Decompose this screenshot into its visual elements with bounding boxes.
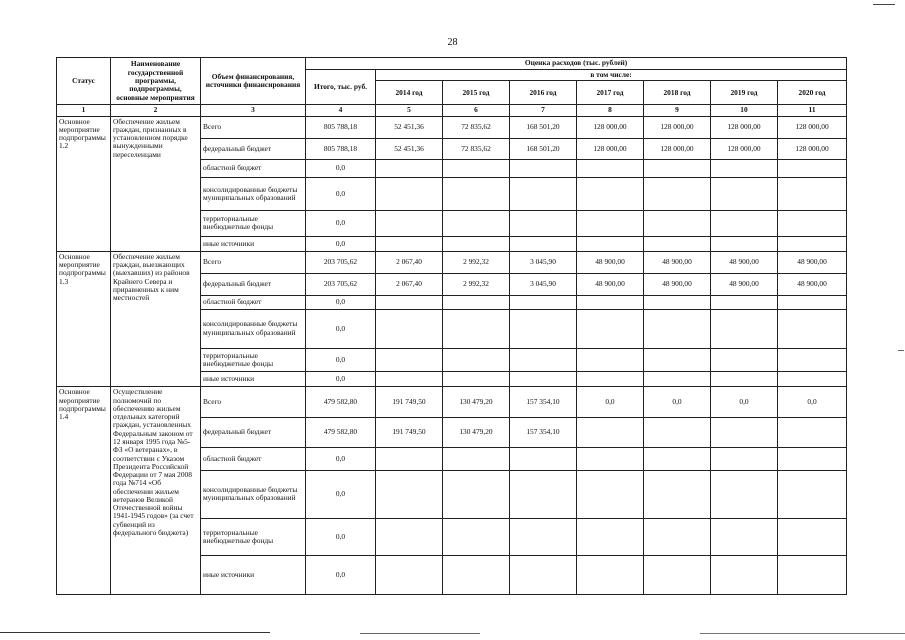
year-value-cell (577, 295, 644, 309)
year-value-cell (711, 448, 778, 470)
year-value-cell (376, 372, 443, 387)
table-row (57, 251, 847, 273)
year-value-cell: 157 354,10 (510, 417, 577, 448)
year-value-cell (711, 160, 778, 177)
year-value-cell (510, 448, 577, 470)
column-number: 3 (201, 105, 306, 116)
scan-edge-line (700, 633, 905, 634)
year-value-cell (510, 177, 577, 211)
year-value-cell: 128 000,00 (778, 138, 847, 159)
year-value-cell (644, 372, 711, 387)
year-value-cell: 48 900,00 (711, 274, 778, 295)
scan-edge-line (360, 633, 480, 634)
year-value-cell (778, 417, 847, 448)
year-value-cell (376, 236, 443, 251)
year-value-cell (644, 470, 711, 518)
year-value-cell (778, 295, 847, 309)
header-status: Статус (57, 58, 111, 105)
column-number: 11 (778, 105, 847, 116)
year-value-cell (510, 348, 577, 371)
funding-source: федеральный бюджет (201, 417, 306, 448)
year-value-cell (778, 518, 847, 556)
year-value-cell: 128 000,00 (778, 116, 847, 138)
year-value-cell (644, 448, 711, 470)
year-value-cell: 128 000,00 (711, 116, 778, 138)
year-value-cell (711, 295, 778, 309)
year-value-cell: 168 501,20 (510, 116, 577, 138)
year-value-cell (711, 348, 778, 371)
year-value-cell (577, 372, 644, 387)
funding-source: консолидированные бюджеты муниципальных образований (201, 309, 306, 348)
year-value-cell: 2 992,32 (443, 251, 510, 273)
year-value-cell: 2 067,40 (376, 251, 443, 273)
year-value-cell (443, 348, 510, 371)
funding-source: иные источники (201, 236, 306, 251)
year-value-cell: 128 000,00 (644, 116, 711, 138)
year-value-cell (778, 372, 847, 387)
funding-source: федеральный бюджет (201, 274, 306, 295)
header-year: 2016 год (510, 81, 577, 105)
page-number: 28 (447, 37, 458, 48)
year-value-cell (376, 177, 443, 211)
funding-source: территориальные внебюджетные фонды (201, 211, 306, 236)
year-value-cell (443, 160, 510, 177)
funding-source: областной бюджет (201, 448, 306, 470)
year-value-cell (376, 295, 443, 309)
year-value-cell (577, 417, 644, 448)
block-name: Обеспечение жильем граждан, признанных в установленном порядке вынужденными переселенцами (111, 116, 201, 251)
year-value-cell (443, 470, 510, 518)
block-status: Основное мероприятие подпрограммы 1.4 (57, 387, 111, 595)
year-value-cell (376, 518, 443, 556)
total-cell: 0,0 (306, 309, 376, 348)
year-value-cell (711, 372, 778, 387)
year-value-cell: 128 000,00 (577, 138, 644, 159)
year-value-cell (577, 348, 644, 371)
year-value-cell: 3 045,90 (510, 251, 577, 273)
year-value-cell (510, 211, 577, 236)
year-value-cell: 128 000,00 (577, 116, 644, 138)
year-value-cell: 2 067,40 (376, 274, 443, 295)
total-cell: 0,0 (306, 160, 376, 177)
year-value-cell (644, 348, 711, 371)
year-value-cell (577, 470, 644, 518)
year-value-cell (644, 309, 711, 348)
header-year: 2019 год (711, 81, 778, 105)
year-value-cell (577, 448, 644, 470)
total-cell: 0,0 (306, 448, 376, 470)
year-value-cell (443, 518, 510, 556)
funding-source: территориальные внебюджетные фонды (201, 348, 306, 371)
year-value-cell (577, 309, 644, 348)
header-year: 2020 год (778, 81, 847, 105)
year-value-cell (510, 372, 577, 387)
year-value-cell (510, 295, 577, 309)
total-cell: 479 582,80 (306, 417, 376, 448)
year-value-cell: 128 000,00 (711, 138, 778, 159)
year-value-cell (510, 518, 577, 556)
year-value-cell: 191 749,50 (376, 387, 443, 418)
funding-source: Всего (201, 387, 306, 418)
year-value-cell (711, 211, 778, 236)
budget-table (56, 57, 847, 595)
total-cell: 0,0 (306, 556, 376, 595)
year-value-cell (644, 556, 711, 595)
funding-source: федеральный бюджет (201, 138, 306, 159)
header-including: в том числе: (376, 70, 847, 81)
year-value-cell: 48 900,00 (577, 251, 644, 273)
total-cell: 0,0 (306, 177, 376, 211)
year-value-cell: 0,0 (778, 387, 847, 418)
year-value-cell: 128 000,00 (644, 138, 711, 159)
year-value-cell (644, 417, 711, 448)
funding-source: Всего (201, 116, 306, 138)
funding-source: консолидированные бюджеты муниципальных образований (201, 177, 306, 211)
year-value-cell (443, 556, 510, 595)
total-cell: 479 582,80 (306, 387, 376, 418)
header-year: 2014 год (376, 81, 443, 105)
year-value-cell (443, 177, 510, 211)
year-value-cell (711, 236, 778, 251)
year-value-cell (644, 160, 711, 177)
year-value-cell: 130 479,20 (443, 417, 510, 448)
year-value-cell (443, 211, 510, 236)
year-value-cell (376, 470, 443, 518)
block-name: Обеспечение жильем граждан, выезжающих (выехавших) из районов Крайнего Севера и приравненных к ним местностей (111, 251, 201, 386)
scan-mark (873, 4, 895, 5)
block-status: Основное мероприятие подпрограммы 1.2 (57, 116, 111, 251)
column-number: 8 (577, 105, 644, 116)
funding-source: областной бюджет (201, 160, 306, 177)
year-value-cell (376, 309, 443, 348)
year-value-cell (711, 309, 778, 348)
table-row (57, 387, 847, 418)
year-value-cell (644, 518, 711, 556)
year-value-cell: 2 992,32 (443, 274, 510, 295)
year-value-cell (376, 448, 443, 470)
year-value-cell: 3 045,90 (510, 274, 577, 295)
block-status: Основное мероприятие подпрограммы 1.3 (57, 251, 111, 386)
year-value-cell (577, 556, 644, 595)
year-value-cell: 52 451,36 (376, 116, 443, 138)
year-value-cell: 48 900,00 (711, 251, 778, 273)
year-value-cell (644, 177, 711, 211)
year-value-cell: 72 835,62 (443, 138, 510, 159)
year-value-cell (510, 236, 577, 251)
year-value-cell (644, 211, 711, 236)
header-total: Итого, тыс. руб. (306, 70, 376, 105)
year-value-cell (510, 470, 577, 518)
total-cell: 0,0 (306, 518, 376, 556)
funding-source: областной бюджет (201, 295, 306, 309)
year-value-cell (778, 309, 847, 348)
year-value-cell (577, 236, 644, 251)
year-value-cell (577, 211, 644, 236)
year-value-cell (443, 295, 510, 309)
year-value-cell (376, 211, 443, 236)
year-value-cell (376, 556, 443, 595)
year-value-cell (644, 236, 711, 251)
scan-edge-line (0, 632, 270, 633)
year-value-cell: 157 354,10 (510, 387, 577, 418)
table-body (57, 116, 847, 594)
year-value-cell (577, 160, 644, 177)
table-row (57, 116, 847, 138)
year-value-cell: 48 900,00 (778, 251, 847, 273)
year-value-cell (443, 372, 510, 387)
year-value-cell: 0,0 (577, 387, 644, 418)
funding-source: Всего (201, 251, 306, 273)
year-value-cell (778, 177, 847, 211)
total-cell: 805 788,18 (306, 138, 376, 159)
column-number: 7 (510, 105, 577, 116)
year-value-cell (443, 448, 510, 470)
year-value-cell (644, 295, 711, 309)
column-number: 1 (57, 105, 111, 116)
year-value-cell (778, 160, 847, 177)
scan-mark (898, 350, 904, 351)
year-value-cell (778, 348, 847, 371)
column-number: 9 (644, 105, 711, 116)
year-value-cell (778, 211, 847, 236)
year-value-cell: 48 900,00 (778, 274, 847, 295)
total-cell: 0,0 (306, 211, 376, 236)
year-value-cell (711, 417, 778, 448)
column-number: 4 (306, 105, 376, 116)
funding-source: территориальные внебюджетные фонды (201, 518, 306, 556)
funding-source: консолидированные бюджеты муниципальных образований (201, 470, 306, 518)
year-value-cell (376, 160, 443, 177)
year-value-cell (778, 556, 847, 595)
year-value-cell: 72 835,62 (443, 116, 510, 138)
year-value-cell: 168 501,20 (510, 138, 577, 159)
total-cell: 0,0 (306, 348, 376, 371)
year-value-cell (376, 348, 443, 371)
block-name: Осуществление полномочий по обеспечению жильем отдельных категорий граждан, установленных Федеральным законом от 12 января 1995 года №5-ФЗ «О ветеранах», в соответствии с Указом Президента Российской Федерации от 7 мая 2008 года №714 «Об обеспечении жильем ветеранов Великой Отечественной войны 1941-1945 годов» (за счет субвенций из федерального бюджета) (111, 387, 201, 595)
year-value-cell (778, 448, 847, 470)
header-year: 2015 год (443, 81, 510, 105)
total-cell: 0,0 (306, 372, 376, 387)
column-number: 10 (711, 105, 778, 116)
year-value-cell (778, 236, 847, 251)
year-value-cell (778, 470, 847, 518)
funding-source: иные источники (201, 556, 306, 595)
year-value-cell (443, 309, 510, 348)
year-value-cell: 0,0 (644, 387, 711, 418)
column-number: 6 (443, 105, 510, 116)
column-number: 5 (376, 105, 443, 116)
year-value-cell (510, 309, 577, 348)
year-value-cell: 52 451,36 (376, 138, 443, 159)
total-cell: 0,0 (306, 470, 376, 518)
column-number-row (57, 105, 847, 116)
year-value-cell: 48 900,00 (644, 274, 711, 295)
total-cell: 0,0 (306, 236, 376, 251)
year-value-cell: 48 900,00 (577, 274, 644, 295)
total-cell: 203 705,62 (306, 251, 376, 273)
header-funding-volume: Объем финансирования, источники финансирования (201, 58, 306, 105)
year-value-cell: 191 749,50 (376, 417, 443, 448)
year-value-cell: 0,0 (711, 387, 778, 418)
year-value-cell (577, 518, 644, 556)
year-value-cell (711, 177, 778, 211)
year-value-cell (577, 177, 644, 211)
year-value-cell: 130 479,20 (443, 387, 510, 418)
year-value-cell (443, 236, 510, 251)
year-value-cell: 48 900,00 (644, 251, 711, 273)
header-estimate: Оценка расходов (тыс. рублей) (306, 58, 847, 70)
header-program-name: Наименование государственной программы, подпрограммы, основные мероприятия (111, 58, 201, 105)
total-cell: 203 705,62 (306, 274, 376, 295)
total-cell: 805 788,18 (306, 116, 376, 138)
header-year: 2018 год (644, 81, 711, 105)
year-value-cell (711, 470, 778, 518)
year-value-cell (711, 556, 778, 595)
total-cell: 0,0 (306, 295, 376, 309)
funding-source: иные источники (201, 372, 306, 387)
header-year: 2017 год (577, 81, 644, 105)
column-number: 2 (111, 105, 201, 116)
year-value-cell (711, 518, 778, 556)
year-value-cell (510, 160, 577, 177)
year-value-cell (510, 556, 577, 595)
